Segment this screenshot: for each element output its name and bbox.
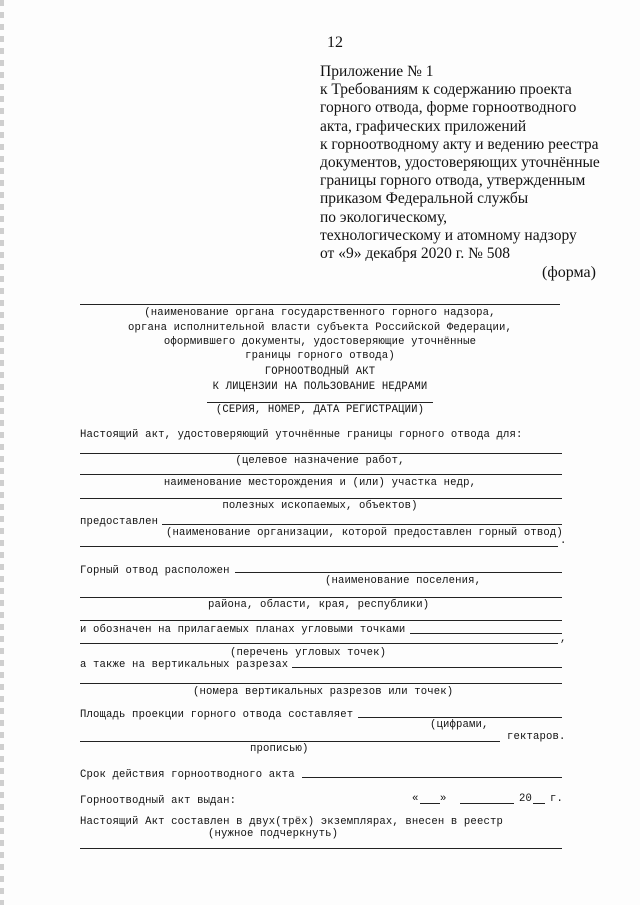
deposit-line xyxy=(80,474,562,475)
scan-edge-marks xyxy=(0,0,4,905)
appendix-line: горного отвода, форме горноотводного xyxy=(320,99,577,117)
authority-caption: оформившего документы, удостоверяющие уточнённые xyxy=(163,336,477,348)
granted-caption: (наименование организации, которой предоставлен горный отвод) xyxy=(166,527,563,539)
digits-caption: (цифрами, xyxy=(430,719,489,731)
appendix-line: к горноотводному акту и ведению реестра xyxy=(320,135,599,153)
doc-subtitle: К ЛИЦЕНЗИИ НА ПОЛЬЗОВАНИЕ НЕДРАМИ xyxy=(212,381,428,393)
appendix-line: акта, графических приложений xyxy=(320,117,527,135)
settlement-caption: (наименование поселения, xyxy=(325,575,482,587)
hectares-label: гектаров. xyxy=(507,731,566,743)
year-line xyxy=(533,803,545,804)
points-top-line xyxy=(80,620,562,621)
date-open-quote: « xyxy=(412,793,419,805)
year-prefix: 20 xyxy=(519,793,533,805)
appendix-line: к Требованиям к содержанию проекта xyxy=(320,81,572,99)
registration-line xyxy=(207,402,433,403)
sections-caption: (номера вертикальных разрезов или точек) xyxy=(193,686,454,698)
minerals-caption: полезных ископаемых, объектов) xyxy=(222,500,418,512)
day-line xyxy=(420,803,440,804)
area-line xyxy=(358,717,562,718)
points-line-2 xyxy=(80,643,558,644)
copies-line xyxy=(80,848,562,849)
year-suffix: г. xyxy=(550,793,564,805)
issued-label: Горноотводный акт выдан: xyxy=(80,795,237,807)
authority-caption: (наименование органа государственного горного надзора, xyxy=(144,307,496,319)
granted-label: предоставлен xyxy=(80,516,159,528)
appendix-line: документов, удостоверяющих уточнённые xyxy=(320,154,600,172)
appendix-line: от «9» декабря 2020 г. № 508 xyxy=(320,245,511,263)
area-words-line xyxy=(80,741,500,742)
copies-caption: (нужное подчеркнуть) xyxy=(208,828,339,840)
points-label: и обозначен на прилагаемых планах угловыми точками xyxy=(80,624,406,636)
appendix-line: границы горного отвода, утвержденным xyxy=(320,172,586,190)
appendix-line: Приложение № 1 xyxy=(320,63,434,80)
period-mark: . xyxy=(560,535,567,547)
purpose-caption: (целевое назначение работ, xyxy=(235,455,405,467)
points-caption: (перечень угловых точек) xyxy=(230,647,387,659)
granted-line-2 xyxy=(80,546,558,547)
form-label: (форма) xyxy=(542,264,596,281)
date-close-quote: » xyxy=(440,793,447,805)
doc-title: ГОРНООТВОДНЫЙ АКТ xyxy=(264,366,376,378)
appendix-line: по экологическому, xyxy=(320,208,448,226)
comma-mark: , xyxy=(560,633,567,645)
words-caption: прописью) xyxy=(250,743,309,755)
authority-caption: органа исполнительной власти субъекта Российской Федерации, xyxy=(128,322,512,334)
region-caption: района, области, края, республики) xyxy=(208,599,430,611)
authority-caption: границы горного отвода) xyxy=(245,350,395,362)
points-line xyxy=(410,633,562,634)
appendix-header xyxy=(320,63,600,263)
located-label: Горный отвод расположен xyxy=(80,565,230,577)
sections-line xyxy=(292,667,562,668)
authority-line xyxy=(80,304,560,305)
sections-label: а также на вертикальных разрезах xyxy=(80,659,289,671)
validity-label: Срок действия горноотводного акта xyxy=(80,769,295,781)
intro-text: Настоящий акт, удостоверяющий уточнённые границы горного отвода для: xyxy=(80,429,523,441)
minerals-line xyxy=(80,498,562,499)
registration-caption: (СЕРИЯ, НОМЕР, ДАТА РЕГИСТРАЦИИ) xyxy=(215,404,425,416)
validity-line xyxy=(302,777,562,778)
purpose-line xyxy=(80,453,562,454)
month-line xyxy=(460,803,514,804)
area-label: Площадь проекции горного отвода составляет xyxy=(80,709,354,721)
sections-line-2 xyxy=(80,683,562,684)
appendix-line: приказом Федеральной службы xyxy=(320,190,529,208)
deposit-caption: наименование месторождения и (или) участка недр, xyxy=(163,477,477,489)
region-line xyxy=(80,597,562,598)
settlement-line xyxy=(235,572,562,573)
granted-line xyxy=(162,524,562,525)
appendix-line: технологическому и атомному надзору xyxy=(320,226,577,244)
page-number: 12 xyxy=(327,34,343,51)
copies-text: Настоящий Акт составлен в двух(трёх) экземплярах, внесен в реестр xyxy=(80,816,503,828)
